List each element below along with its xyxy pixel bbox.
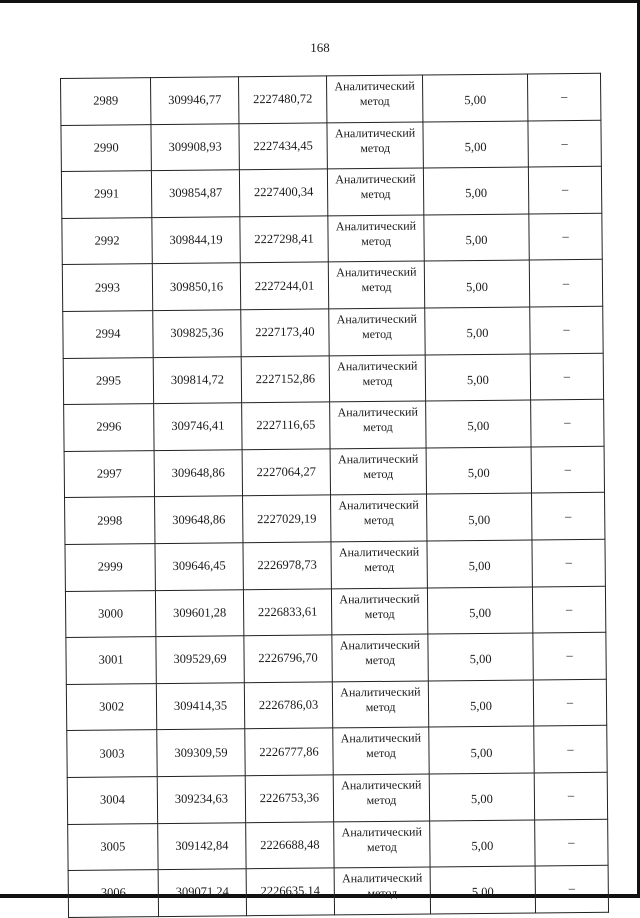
note-cell: – bbox=[534, 726, 607, 773]
y-coordinate-cell: 2227298,41 bbox=[240, 216, 328, 263]
y-coordinate-cell: 2227480,72 bbox=[238, 76, 326, 123]
method-line-2: метод bbox=[361, 280, 392, 295]
method-line-2: метод bbox=[367, 885, 398, 901]
method-line-2: метод bbox=[362, 326, 392, 342]
precision-cell: 5,00 bbox=[426, 400, 531, 448]
table-row bbox=[68, 819, 608, 871]
method-line-2: метод bbox=[365, 699, 396, 714]
note-cell: – bbox=[535, 819, 608, 866]
note-cell: – bbox=[532, 493, 605, 540]
precision-cell: 5,00 bbox=[426, 447, 531, 495]
method-line-2: метод bbox=[363, 466, 394, 481]
y-coordinate-cell: 2227064,27 bbox=[242, 449, 330, 496]
precision-cell: 5,00 bbox=[422, 74, 527, 122]
point-number-cell: 2994 bbox=[63, 311, 153, 358]
precision-cell: 5,00 bbox=[427, 587, 532, 635]
precision-cell: 5,00 bbox=[429, 726, 534, 774]
coordinates-table bbox=[60, 73, 609, 918]
table-row bbox=[62, 260, 602, 312]
y-coordinate-cell: 2226688,48 bbox=[246, 821, 334, 868]
method-line-1: Аналитический bbox=[337, 404, 418, 420]
point-number-cell: 2989 bbox=[61, 78, 151, 125]
precision-cell: 5,00 bbox=[424, 214, 529, 262]
method-line-1: Аналитический bbox=[338, 544, 420, 560]
scan-edge-top bbox=[0, 0, 640, 3]
point-number-cell: 3004 bbox=[67, 777, 157, 824]
point-number-cell: 2997 bbox=[64, 450, 154, 497]
method-line-2: метод bbox=[365, 652, 396, 668]
table-row bbox=[61, 166, 601, 218]
method-line-2: метод bbox=[362, 419, 393, 435]
note-cell: – bbox=[534, 772, 607, 819]
page-number: 168 bbox=[310, 40, 330, 55]
method-line-1: Аналитический bbox=[337, 358, 418, 373]
method-line-1: Аналитический bbox=[334, 125, 416, 140]
y-coordinate-cell: 2226978,73 bbox=[243, 542, 331, 589]
note-cell: – bbox=[528, 166, 601, 213]
y-coordinate-cell: 2227173,40 bbox=[241, 309, 329, 356]
precision-cell: 5,00 bbox=[425, 307, 530, 355]
table-row bbox=[65, 493, 605, 545]
precision-cell: 5,00 bbox=[425, 354, 530, 402]
y-coordinate-cell: 2227029,19 bbox=[243, 495, 331, 542]
coordinates-table-body bbox=[61, 73, 609, 917]
x-coordinate-cell: 309946,77 bbox=[151, 77, 239, 124]
method-line-2: метод bbox=[363, 513, 394, 528]
method-cell bbox=[331, 494, 427, 542]
method-line-1: Аналитический bbox=[341, 870, 423, 886]
x-coordinate-cell: 309071,24 bbox=[158, 869, 246, 916]
method-line-1: Аналитический bbox=[340, 730, 422, 746]
point-number-cell: 2993 bbox=[62, 264, 152, 311]
x-coordinate-cell: 309646,45 bbox=[155, 543, 243, 590]
method-cell bbox=[329, 355, 425, 403]
point-number-cell: 2992 bbox=[62, 217, 152, 264]
method-line-1: Аналитический bbox=[336, 311, 418, 327]
note-cell: – bbox=[530, 306, 603, 353]
x-coordinate-cell: 309234,63 bbox=[157, 776, 245, 823]
method-line-1: Аналитический bbox=[339, 591, 420, 606]
method-line-1: Аналитический bbox=[336, 264, 417, 280]
y-coordinate-cell: 2226753,36 bbox=[245, 775, 333, 822]
note-cell: – bbox=[535, 865, 608, 912]
precision-cell: 5,00 bbox=[428, 680, 533, 728]
precision-cell: 5,00 bbox=[424, 260, 529, 308]
precision-cell: 5,00 bbox=[423, 167, 528, 215]
method-line-1: Аналитический bbox=[341, 777, 422, 793]
x-coordinate-cell: 309746,41 bbox=[154, 403, 242, 450]
x-coordinate-cell: 309814,72 bbox=[153, 356, 241, 403]
method-line-2: метод bbox=[366, 792, 397, 807]
precision-cell: 5,00 bbox=[427, 493, 532, 541]
point-number-cell: 2990 bbox=[61, 124, 151, 171]
table-row bbox=[61, 120, 601, 172]
note-cell: – bbox=[527, 73, 600, 120]
x-coordinate-cell: 309529,69 bbox=[156, 636, 244, 683]
point-number-cell: 3001 bbox=[66, 637, 156, 684]
note-cell: – bbox=[533, 679, 606, 726]
x-coordinate-cell: 309414,35 bbox=[156, 682, 244, 729]
precision-cell: 5,00 bbox=[429, 773, 534, 821]
method-cell bbox=[333, 727, 429, 775]
note-cell: – bbox=[528, 120, 601, 167]
table-row bbox=[63, 306, 603, 358]
method-cell bbox=[330, 401, 426, 449]
method-line-2: метод bbox=[362, 373, 393, 388]
method-line-2: метод bbox=[366, 839, 397, 854]
x-coordinate-cell: 309850,16 bbox=[152, 263, 240, 310]
y-coordinate-cell: 2226796,70 bbox=[244, 635, 332, 682]
method-cell bbox=[333, 774, 429, 822]
y-coordinate-cell: 2227152,86 bbox=[241, 355, 329, 402]
method-line-1: Аналитический bbox=[335, 171, 416, 187]
method-cell bbox=[328, 261, 424, 309]
method-cell bbox=[327, 168, 423, 216]
table-row bbox=[65, 539, 605, 591]
x-coordinate-cell: 309309,59 bbox=[157, 729, 245, 776]
table-row bbox=[66, 679, 606, 731]
precision-cell: 5,00 bbox=[427, 540, 532, 588]
method-cell bbox=[327, 122, 423, 170]
x-coordinate-cell: 309825,36 bbox=[153, 310, 241, 357]
x-coordinate-cell: 309908,93 bbox=[151, 123, 239, 170]
y-coordinate-cell: 2226833,61 bbox=[243, 588, 331, 635]
note-cell: – bbox=[531, 399, 604, 446]
point-number-cell: 3003 bbox=[67, 730, 157, 777]
table-row bbox=[62, 213, 602, 265]
y-coordinate-cell: 2227434,45 bbox=[239, 123, 327, 170]
x-coordinate-cell: 309648,86 bbox=[154, 450, 242, 497]
y-coordinate-cell: 2227400,34 bbox=[239, 169, 327, 216]
point-number-cell: 2998 bbox=[65, 497, 155, 544]
point-number-cell: 2995 bbox=[63, 357, 153, 404]
x-coordinate-cell: 309844,19 bbox=[152, 217, 240, 264]
y-coordinate-cell: 2226786,03 bbox=[244, 682, 332, 729]
table-row bbox=[66, 632, 606, 684]
method-line-1: Аналитический bbox=[337, 451, 419, 467]
method-cell bbox=[332, 681, 428, 729]
point-number-cell: 3005 bbox=[68, 823, 158, 870]
point-number-cell: 2996 bbox=[64, 404, 154, 451]
precision-cell: 5,00 bbox=[430, 819, 535, 867]
precision-cell: 5,00 bbox=[430, 866, 535, 914]
method-line-2: метод bbox=[360, 187, 391, 202]
method-cell bbox=[330, 448, 426, 496]
note-cell: – bbox=[529, 260, 602, 307]
point-number-cell: 2999 bbox=[65, 544, 155, 591]
method-cell bbox=[331, 541, 427, 589]
table-row bbox=[63, 353, 603, 405]
table-row bbox=[61, 73, 601, 125]
method-line-2: метод bbox=[359, 93, 390, 109]
x-coordinate-cell: 309601,28 bbox=[155, 589, 243, 636]
method-cell bbox=[328, 215, 424, 263]
y-coordinate-cell: 2227244,01 bbox=[240, 262, 328, 309]
x-coordinate-cell: 309142,84 bbox=[158, 822, 246, 869]
point-number-cell: 2991 bbox=[61, 171, 151, 218]
method-cell bbox=[329, 308, 425, 356]
method-line-2: метод bbox=[360, 140, 391, 155]
y-coordinate-cell: 2227116,65 bbox=[242, 402, 330, 449]
table-row bbox=[67, 726, 607, 778]
table-row bbox=[65, 586, 605, 638]
y-coordinate-cell: 2226635,14 bbox=[246, 868, 334, 915]
method-line-1: Аналитический bbox=[338, 497, 419, 513]
method-line-2: метод bbox=[364, 559, 395, 575]
note-cell: – bbox=[532, 586, 605, 633]
table-row bbox=[68, 865, 608, 917]
precision-cell: 5,00 bbox=[423, 121, 528, 169]
method-line-2: метод bbox=[361, 233, 392, 248]
x-coordinate-cell: 309854,87 bbox=[151, 170, 239, 217]
method-cell bbox=[334, 867, 430, 915]
method-cell bbox=[326, 75, 422, 123]
y-coordinate-cell: 2226777,86 bbox=[245, 728, 333, 775]
method-line-1: Аналитический bbox=[335, 218, 417, 234]
note-cell: – bbox=[531, 446, 604, 493]
method-cell bbox=[334, 820, 430, 868]
note-cell: – bbox=[530, 353, 603, 400]
point-number-cell: 3002 bbox=[66, 683, 156, 730]
x-coordinate-cell: 309648,86 bbox=[155, 496, 243, 543]
table-row bbox=[67, 772, 607, 824]
method-line-2: метод bbox=[364, 606, 395, 621]
note-cell: – bbox=[529, 213, 602, 260]
method-line-1: Аналитический bbox=[339, 637, 421, 653]
method-line-1: Аналитический bbox=[340, 684, 421, 700]
table-row bbox=[64, 446, 604, 498]
method-cell bbox=[331, 588, 427, 636]
method-line-1: Аналитический bbox=[341, 824, 422, 839]
note-cell: – bbox=[533, 632, 606, 679]
method-line-2: метод bbox=[366, 746, 396, 761]
point-number-cell: 3000 bbox=[65, 590, 155, 637]
note-cell: – bbox=[532, 539, 605, 586]
method-line-1: Аналитический bbox=[334, 78, 415, 94]
table-row bbox=[64, 399, 604, 451]
method-cell bbox=[332, 634, 428, 682]
precision-cell: 5,00 bbox=[428, 633, 533, 681]
point-number-cell: 3006 bbox=[68, 870, 158, 917]
